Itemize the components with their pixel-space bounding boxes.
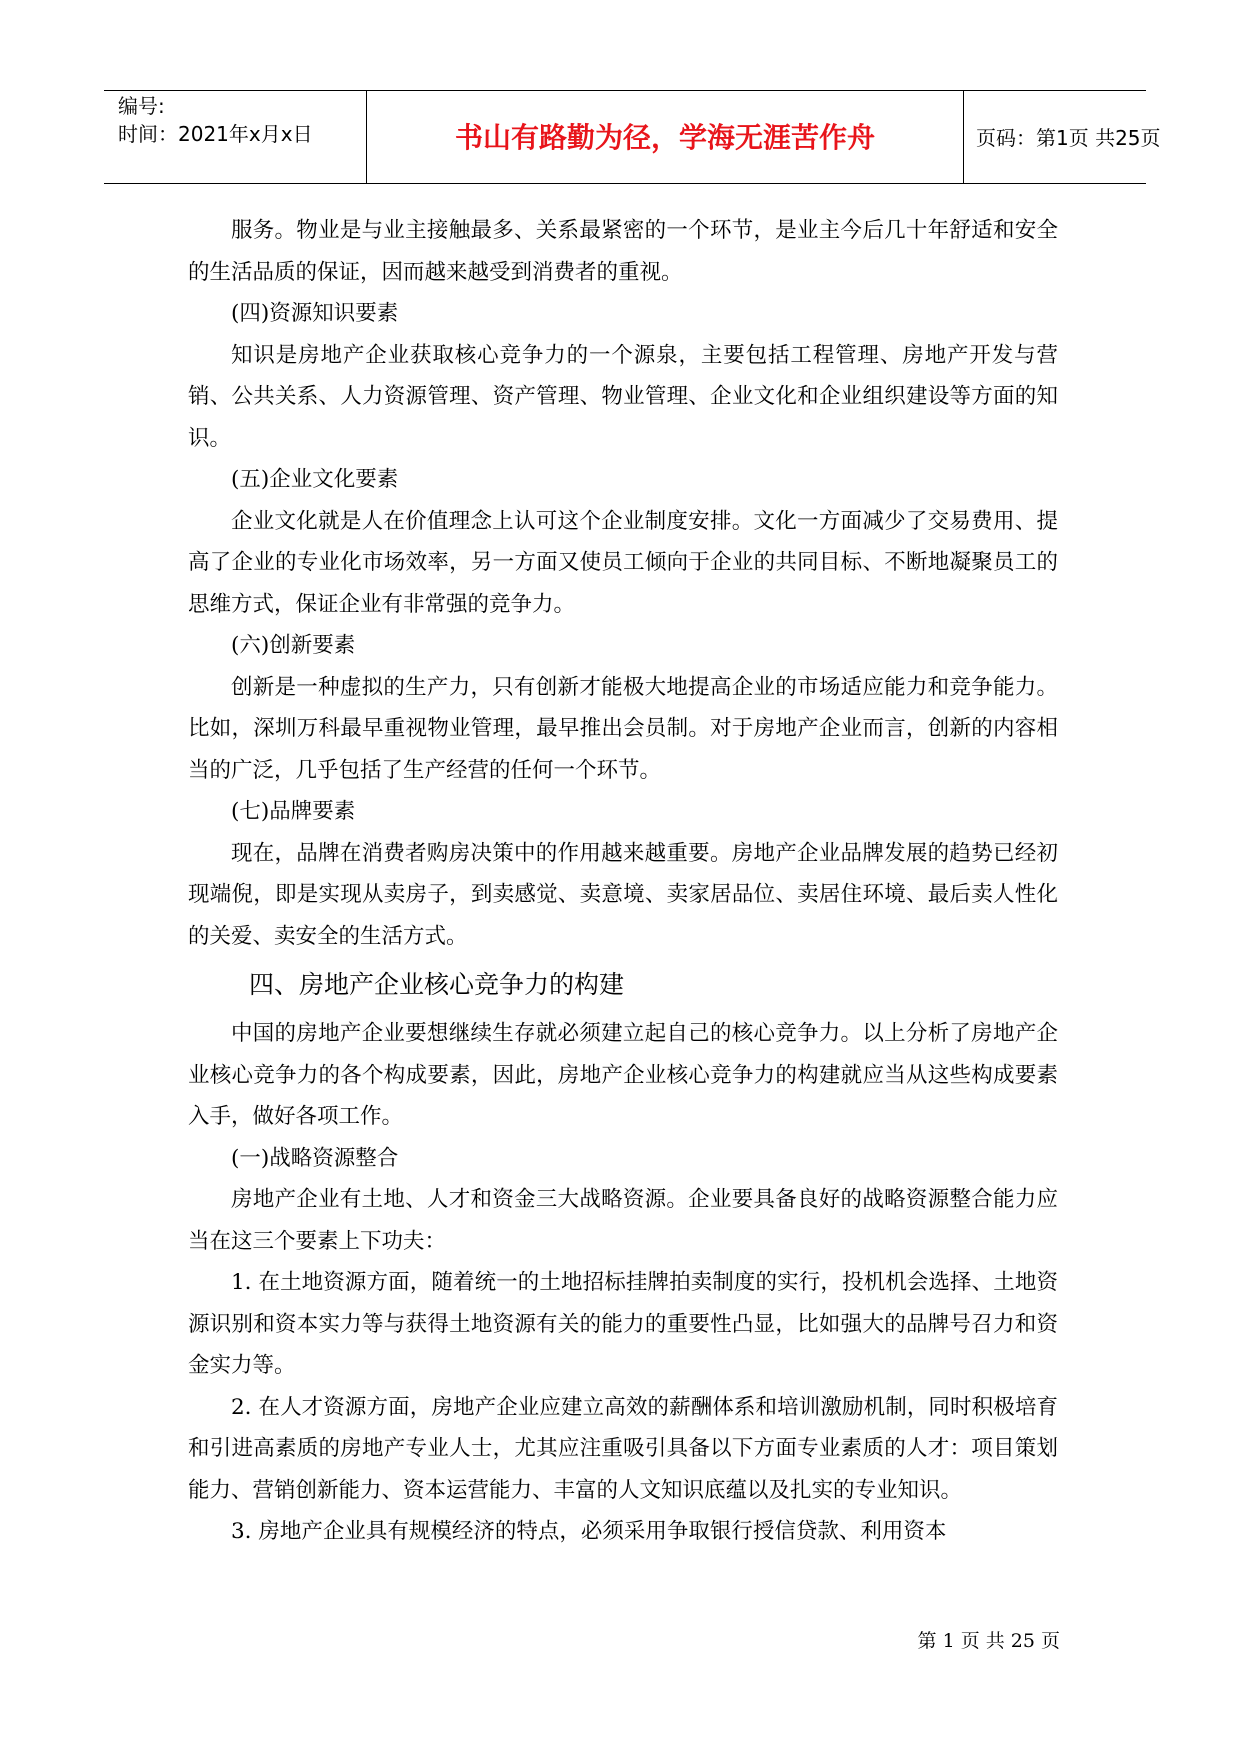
paragraph: 中国的房地产企业要想继续生存就必须建立起自己的核心竞争力。以上分析了房地产企业核心竞争力的各个构成要素，因此，房地产企业核心竞争力的构建就应当从这些构成要素入手，做好各项工作。 xyxy=(188,1021,1058,1129)
numbered-paragraph: 1. 在土地资源方面，随着统一的土地招标挂牌拍卖制度的实行，投机机会选择、土地资源识别和资本实力等与获得土地资源有关的能力的重要性凸显，比如强大的品牌号召力和资金实力等。 xyxy=(188,1270,1058,1378)
page-footer: 第 1 页 共 25 页 xyxy=(917,1630,1060,1652)
paragraph: 服务。物业是与业主接触最多、关系最紧密的一个环节，是业主今后几十年舒适和安全的生活品质的保证，因而越来越受到消费者的重视。 xyxy=(188,218,1058,285)
serial-label: 编号: xyxy=(118,94,165,118)
subsection-title: (五)企业文化要素 xyxy=(231,467,399,492)
numbered-paragraph: 3. 房地产企业具有规模经济的特点，必须采用争取银行授信贷款、利用资本 xyxy=(231,1519,947,1544)
section-heading: 四、房地产企业核心竞争力的构建 xyxy=(249,970,625,999)
subsection-title: (六)创新要素 xyxy=(231,633,356,658)
motto-text: 书山有路勤为径，学海无涯苦作舟 xyxy=(454,121,875,154)
paragraph: 现在，品牌在消费者购房决策中的作用越来越重要。房地产企业品牌发展的趋势已经初现端倪，即是实现从卖房子，到卖感觉、卖意境、卖家居品位、卖居住环境、最后卖人性化的关爱、卖安全的生活方式。 xyxy=(188,840,1058,949)
time-label: 时间：2021年x月x日 xyxy=(118,122,313,146)
numbered-paragraph: 2. 在人才资源方面，房地产企业应建立高效的薪酬体系和培训激励机制，同时积极培育和引进高素质的房地产专业人士，尤其应注重吸引具备以下方面专业素质的人才：项目策划能力、营销创新能力、资本运营能力、丰富的人文知识底蕴以及扎实的专业知识。 xyxy=(188,1394,1058,1503)
subsection-title: (一)战略资源整合 xyxy=(231,1145,399,1171)
paragraph: 知识是房地产企业获取核心竞争力的一个源泉，主要包括工程管理、房地产开发与营销、公共关系、人力资源管理、资产管理、物业管理、企业文化和企业组织建设等方面的知识。 xyxy=(188,342,1058,451)
header-page-number: 页码：第1页 共25页 xyxy=(976,126,1161,150)
paragraph: 创新是一种虚拟的生产力，只有创新才能极大地提高企业的市场适应能力和竞争能力。比如，深圳万科最早重视物业管理，最早推出会员制。对于房地产企业而言，创新的内容相当的广泛，几乎包括了生产经营的任何一个环节。 xyxy=(188,674,1058,783)
subsection-title: (四)资源知识要素 xyxy=(231,301,399,326)
header-info-cell xyxy=(104,91,367,183)
subsection-title: (七)品牌要素 xyxy=(231,799,356,824)
page-header xyxy=(104,90,1161,184)
paragraph: 房地产企业有土地、人才和资金三大战略资源。企业要具备良好的战略资源整合能力应当在这三个要素上下功夫： xyxy=(188,1187,1058,1254)
header-page-cell xyxy=(964,91,1161,183)
header-motto-cell xyxy=(367,91,964,183)
document-body xyxy=(188,210,1058,1553)
paragraph: 企业文化就是人在价值理念上认可这个企业制度安排。文化一方面减少了交易费用、提高了企业的专业化市场效率，另一方面又使员工倾向于企业的共同目标、不断地凝聚员工的思维方式，保证企业有非常强的竞争力。 xyxy=(188,508,1058,617)
